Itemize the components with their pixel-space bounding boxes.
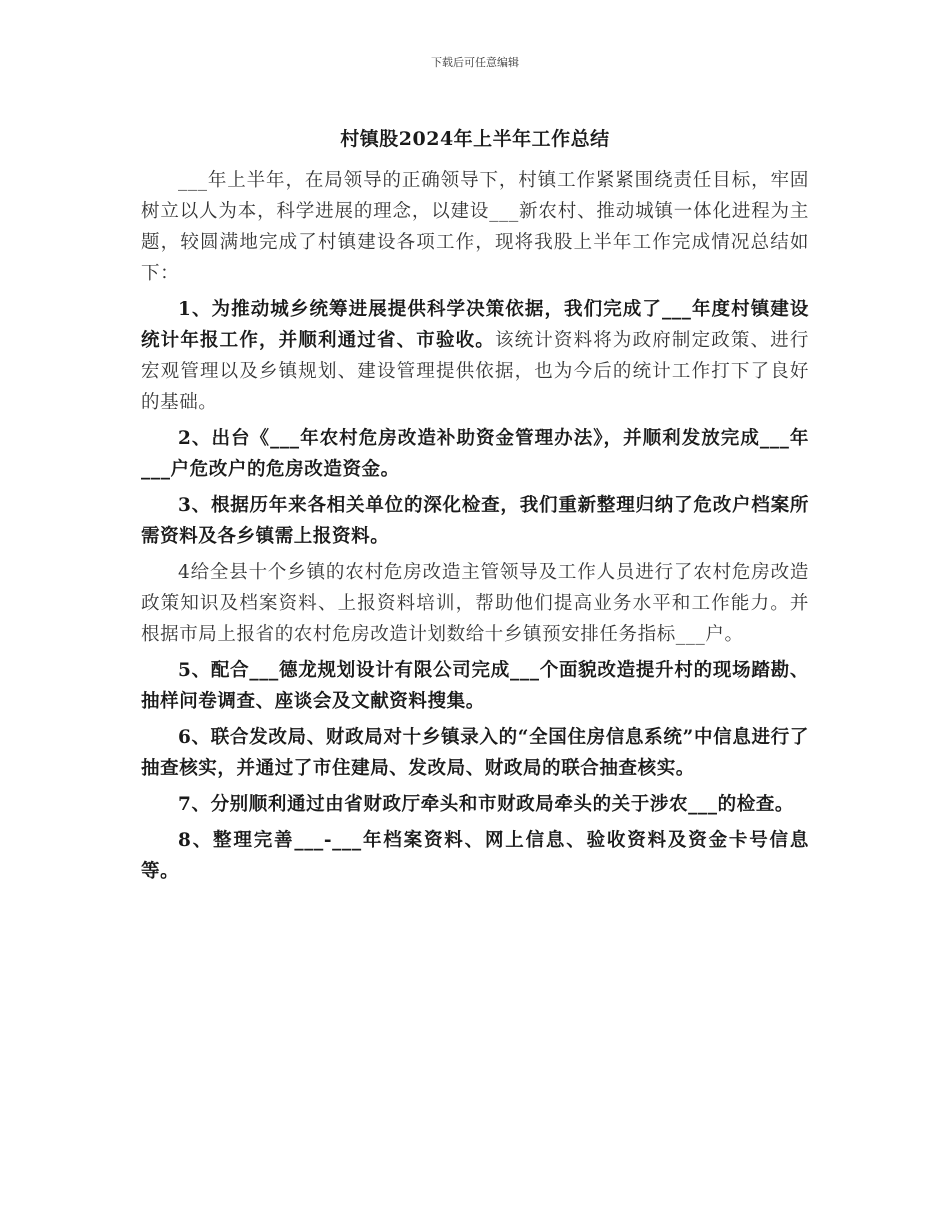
paragraph-bold-text: 3、根据历年来各相关单位的深化检查，我们重新整理归纳了危改户档案所需资料及各乡镇需上报资料。 (141, 495, 809, 547)
paragraph-item-6 (141, 722, 809, 784)
paragraph-item-5 (141, 655, 809, 717)
paragraph-bold-text: 5、配合___德龙规划设计有限公司完成___个面貌改造提升村的现场踏勘、抽样问卷调查、座谈会及文献资料搜集。 (141, 660, 809, 712)
document-body (141, 165, 809, 892)
paragraph-bold-text: 7、分别顺利通过由省财政厅牵头和市财政局牵头的关于涉农___的检查。 (178, 794, 795, 815)
paragraph-text: ___年上半年，在局领导的正确领导下，村镇工作紧紧围绕责任目标，牢固树立以人为本，科学进展的理念，以建设___新农村、推动城镇一体化进程为主题，较圆满地完成了村镇建设各项工作，现将我股上半年工作完成情况总结如下： (141, 170, 809, 284)
paragraph-bold-text: 6、联合发改局、财政局对十乡镇录入的“全国住房信息系统”中信息进行了抽查核实，并通过了市住建局、发改局、财政局的联合抽查核实。 (141, 727, 809, 779)
paragraph-item-4 (141, 557, 809, 650)
paragraph-text: 4给全县十个乡镇的农村危房改造主管领导及工作人员进行了农村危房改造政策知识及档案资料、上报资料培训，帮助他们提高业务水平和工作能力。并根据市局上报省的农村危房改造计划数给十乡镇预安排任务指标___户。 (141, 562, 809, 645)
header-note: 下载后可任意编辑 (431, 56, 519, 69)
paragraph-bold-text: 2、出台《___年农村危房改造补助资金管理办法》，并顺利发放完成___年___户危改户的危房改造资金。 (141, 428, 809, 480)
paragraph-intro (141, 165, 809, 289)
document-title: 村镇股2024年上半年工作总结 (340, 128, 610, 150)
paragraph-item-7 (141, 789, 809, 820)
paragraph-item-3 (141, 490, 809, 552)
paragraph-item-8 (141, 825, 809, 887)
paragraph-normal-text: 该统计资料将为政府制定政策、进行宏观管理以及乡镇规划、建设管理提供依据，也为今后的统计工作打下了良好的基础。 (141, 330, 809, 413)
paragraph-bold-text: 1、为推动城乡统筹进展提供科学决策依据，我们完成了___年度村镇建设统计年报工作，并顺利通过省、市验收。 (141, 299, 809, 351)
paragraph-item-1 (141, 294, 809, 418)
paragraph-bold-text: 8、整理完善___-___年档案资料、网上信息、验收资料及资金卡号信息等。 (141, 830, 809, 882)
paragraph-item-2 (141, 423, 809, 485)
